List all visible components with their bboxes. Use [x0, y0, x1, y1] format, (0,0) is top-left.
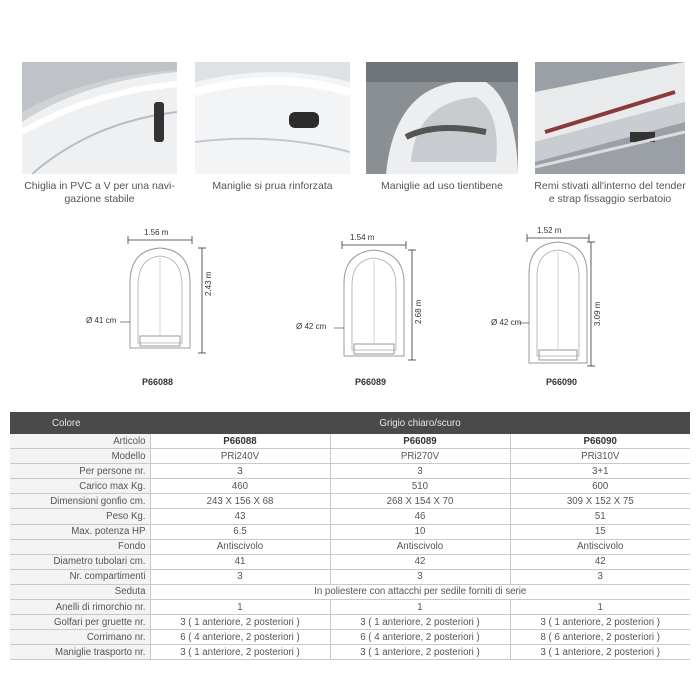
- cell: 8 ( 6 anteriore, 2 posteriori ): [510, 630, 690, 645]
- cell: 3 ( 1 anteriore, 2 posteriori ): [510, 645, 690, 660]
- cell: 600: [510, 479, 690, 494]
- cell: 3 ( 1 anteriore, 2 posteriori ): [150, 615, 330, 630]
- row-label: Seduta: [10, 584, 150, 599]
- cell: 15: [510, 524, 690, 539]
- boat-diagram-p66089: [290, 228, 440, 373]
- width-label: 1.54 m: [350, 233, 375, 242]
- cell: P66088: [150, 434, 330, 449]
- header-value: Grigio chiaro/scuro: [150, 412, 690, 434]
- model-code-p66089: P66089: [355, 377, 387, 387]
- cell: 3: [330, 569, 510, 584]
- row-label: Articolo: [10, 434, 150, 449]
- cell: 1: [510, 600, 690, 615]
- width-label: 1.56 m: [144, 228, 169, 237]
- cell: Antiscivolo: [330, 539, 510, 554]
- table-row: [10, 600, 690, 615]
- cell: 43: [150, 509, 330, 524]
- table-row: [10, 434, 690, 449]
- model-code-p66090: P66090: [546, 377, 578, 387]
- cell: 3: [510, 569, 690, 584]
- cell: 46: [330, 509, 510, 524]
- cell: 243 X 156 X 68: [150, 494, 330, 509]
- keel-photo: [22, 62, 177, 174]
- feature-caption-bow-handles: Maniglie si prua rinforzata: [212, 180, 333, 192]
- row-label: Peso Kg.: [10, 509, 150, 524]
- cell: 309 X 152 X 75: [510, 494, 690, 509]
- cell: 42: [330, 554, 510, 569]
- bow-handles-photo: [195, 62, 350, 174]
- cell: 3: [150, 569, 330, 584]
- table-row: [10, 449, 690, 464]
- header-label: Colore: [10, 412, 150, 434]
- table-row: [10, 584, 690, 599]
- length-label: 3.09 m: [593, 301, 602, 326]
- cell: PRi240V: [150, 449, 330, 464]
- table-row: [10, 524, 690, 539]
- table-row: [10, 615, 690, 630]
- cell: In poliestere con attacchi per sedile forniti di serie: [150, 584, 690, 599]
- cell: 460: [150, 479, 330, 494]
- cell: 42: [510, 554, 690, 569]
- cell: P66090: [510, 434, 690, 449]
- table-row: [10, 539, 690, 554]
- tube-diameter-label: Ø 42 cm: [296, 322, 327, 331]
- row-label: Diametro tubolari cm.: [10, 554, 150, 569]
- cell: 3: [330, 464, 510, 479]
- table-row: [10, 494, 690, 509]
- row-label: Corrimano nr.: [10, 630, 150, 645]
- row-label: Anelli di rimorchio nr.: [10, 600, 150, 615]
- cell: 41: [150, 554, 330, 569]
- row-label: Modello: [10, 449, 150, 464]
- row-label: Per persone nr.: [10, 464, 150, 479]
- oars-photo: [535, 62, 685, 174]
- table-row: [10, 569, 690, 584]
- cell: 3 ( 1 anteriore, 2 posteriori ): [150, 645, 330, 660]
- table-header-row: [10, 412, 690, 434]
- boat-diagram-p66088: [80, 228, 230, 368]
- row-label: Max. potenza HP: [10, 524, 150, 539]
- model-code-p66088: P66088: [142, 377, 174, 387]
- cell: 3: [150, 464, 330, 479]
- feature-caption-oars: Remi stivati all'interno del tender e strap fissaggio serbatoio: [534, 180, 686, 205]
- row-label: Carico max Kg.: [10, 479, 150, 494]
- cell: 3 ( 1 anteriore, 2 posteriori ): [330, 615, 510, 630]
- cell: 3+1: [510, 464, 690, 479]
- cell: 51: [510, 509, 690, 524]
- width-label: 1.52 m: [537, 226, 562, 235]
- tube-diameter-label: Ø 41 cm: [86, 316, 117, 325]
- table-row: [10, 509, 690, 524]
- table-row: [10, 630, 690, 645]
- cell: 6 ( 4 anteriore, 2 posteriori ): [330, 630, 510, 645]
- length-label: 2.68 m: [414, 299, 423, 324]
- cell: 10: [330, 524, 510, 539]
- row-label: Maniglie trasporto nr.: [10, 645, 150, 660]
- cell: 268 X 154 X 70: [330, 494, 510, 509]
- table-row: [10, 554, 690, 569]
- feature-caption-keel: Chiglia in PVC a V per una navi- gazione stabile: [24, 180, 175, 205]
- table-row: [10, 645, 690, 660]
- length-label: 2.43 m: [204, 271, 213, 296]
- cell: 3 ( 1 anteriore, 2 posteriori ): [330, 645, 510, 660]
- spec-table: [10, 412, 690, 660]
- row-label: Fondo: [10, 539, 150, 554]
- cell: Antiscivolo: [510, 539, 690, 554]
- cell: PRi310V: [510, 449, 690, 464]
- cell: 3 ( 1 anteriore, 2 posteriori ): [510, 615, 690, 630]
- cell: 1: [150, 600, 330, 615]
- cell: 510: [330, 479, 510, 494]
- cell: P66089: [330, 434, 510, 449]
- table-row: [10, 479, 690, 494]
- cell: 6 ( 4 anteriore, 2 posteriori ): [150, 630, 330, 645]
- feature-caption-grab-handles: Maniglie ad uso tientibene: [380, 180, 503, 192]
- boat-diagram-p66090: [485, 228, 635, 375]
- cell: PRi270V: [330, 449, 510, 464]
- cell: 6.5: [150, 524, 330, 539]
- row-label: Nr. compartimenti: [10, 569, 150, 584]
- table-row: [10, 464, 690, 479]
- row-label: Dimensioni gonfio cm.: [10, 494, 150, 509]
- cell: Antiscivolo: [150, 539, 330, 554]
- grab-handles-photo: [366, 62, 518, 174]
- cell: 1: [330, 600, 510, 615]
- row-label: Golfari per gruette nr.: [10, 615, 150, 630]
- tube-diameter-label: Ø 42 cm: [491, 318, 522, 327]
